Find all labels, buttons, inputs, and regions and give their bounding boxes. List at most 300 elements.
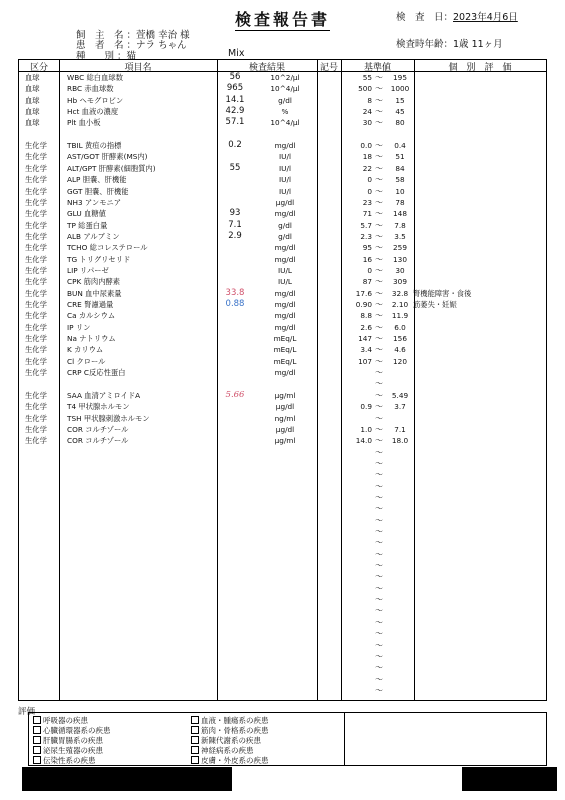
row-ref-tilde: ～	[375, 152, 383, 162]
col-mark: 記号	[319, 63, 338, 73]
row-ref-min: 5.7	[360, 220, 372, 230]
checkbox-icon[interactable]	[33, 746, 41, 754]
table-row	[19, 151, 546, 162]
table-row	[19, 413, 546, 424]
row-ref-max: 7.8	[394, 220, 406, 230]
row-item-name: T4 甲状腺ホルモン	[67, 402, 130, 412]
row-item-name: ALB アルブミン	[67, 231, 120, 241]
row-ref-tilde: ～	[375, 95, 383, 105]
row-ref-tilde: ～	[375, 118, 383, 128]
row-item-name: RBC 赤血球数	[67, 84, 114, 94]
row-item-name: Hct 血液の濃度	[67, 107, 119, 117]
table-row	[19, 288, 546, 299]
table-row	[19, 163, 546, 174]
row-ref-tilde: ～	[375, 424, 383, 434]
row-result: 33.8	[225, 287, 245, 298]
row-ref-tilde: ～	[375, 538, 383, 548]
row-ref-tilde: ～	[375, 254, 383, 264]
table-row	[19, 390, 546, 401]
row-result: 57.1	[225, 117, 245, 128]
row-ref-min: 500	[358, 84, 372, 94]
checkbox-icon[interactable]	[33, 736, 41, 744]
row-unit: mg/dl	[274, 288, 296, 298]
species-value: ：猫	[117, 51, 137, 62]
row-result: 42.9	[225, 106, 245, 117]
row-ref-max: 30	[395, 265, 405, 275]
checkbox-icon[interactable]	[33, 756, 41, 764]
row-ref-min: 147	[358, 334, 372, 344]
table-row	[19, 72, 546, 83]
row-result: 14.1	[225, 94, 245, 105]
checkbox-icon[interactable]	[191, 736, 199, 744]
row-ref-tilde: ～	[375, 447, 383, 457]
row-item-name: CRP C反応性蛋白	[67, 368, 126, 378]
checkbox-label: 筋肉・骨格系の疾患	[201, 726, 269, 735]
row-unit: IU/l	[279, 175, 291, 185]
table-row	[19, 310, 546, 321]
date-label: 検 査 日：	[396, 12, 454, 23]
row-ref-min: 22	[362, 163, 372, 173]
row-ref-min: 107	[358, 356, 372, 366]
row-ref-max: 18.0	[391, 436, 409, 446]
row-ref-min: 0.90	[355, 300, 372, 309]
row-category: 生化学	[25, 424, 47, 434]
row-category: 生化学	[25, 300, 47, 309]
row-unit: mg/dl	[274, 300, 296, 309]
empty-row	[19, 674, 546, 685]
table-row	[19, 344, 546, 355]
row-category: 生化学	[25, 175, 47, 185]
empty-row	[19, 537, 546, 548]
row-unit: g/dl	[278, 220, 292, 230]
empty-row	[19, 515, 546, 526]
table-row	[19, 197, 546, 208]
row-ref-tilde: ～	[375, 481, 383, 491]
empty-row	[19, 492, 546, 503]
table-row	[19, 174, 546, 185]
row-ref-min: 0.0	[360, 141, 372, 151]
row-ref-min: 14.0	[355, 436, 372, 446]
empty-row	[19, 651, 546, 662]
row-ref-tilde: ～	[375, 549, 383, 559]
table-row	[19, 322, 546, 333]
row-unit: mg/dl	[274, 311, 296, 321]
row-item-name: TCHO 総コレステロール	[67, 243, 148, 253]
row-ref-tilde: ～	[375, 606, 383, 616]
row-item-name: ALP 胆嚢、肝機能	[67, 175, 127, 185]
row-category: 生化学	[25, 220, 47, 230]
row-item-name: CRE 腎濾過量	[67, 300, 114, 309]
row-category: 生化学	[25, 254, 47, 264]
row-ref-tilde: ～	[375, 651, 383, 661]
row-item-name: Cl クロール	[67, 356, 106, 366]
row-ref-tilde: ～	[375, 390, 383, 400]
row-ref-min: 87	[362, 277, 372, 287]
table-row	[19, 401, 546, 412]
table-row	[19, 186, 546, 197]
row-item-name: TG トリグリセリド	[67, 254, 131, 264]
checkbox-icon[interactable]	[33, 716, 41, 724]
row-result: 0.88	[225, 299, 245, 309]
age-label: 検査時年齢：	[396, 39, 454, 50]
row-unit: mg/dl	[274, 254, 296, 264]
row-unit: mg/dl	[274, 209, 296, 219]
row-ref-max: 259	[393, 243, 407, 253]
patient-value: ：ナラ ちゃん	[126, 40, 187, 51]
row-ref-max: 10	[395, 186, 405, 196]
row-ref-min: 18	[362, 152, 372, 162]
checkbox-label: 心臓循環器系の疾患	[43, 726, 111, 735]
row-ref-max: 45	[395, 107, 405, 117]
row-unit: mEq/L	[273, 345, 297, 355]
evaluation-title: 評価	[18, 707, 36, 717]
row-item-name: NH3 アンモニア	[67, 197, 122, 207]
checkbox-icon[interactable]	[191, 756, 199, 764]
empty-row	[19, 685, 546, 696]
row-ref-max: 148	[393, 209, 407, 219]
row-ref-tilde: ～	[375, 277, 383, 287]
table-row	[19, 265, 546, 276]
table-row	[19, 83, 546, 94]
row-result: 93	[229, 208, 241, 219]
row-ref-tilde: ～	[375, 527, 383, 536]
row-ref-tilde: ～	[375, 515, 383, 525]
row-ref-max: 58	[395, 175, 405, 185]
row-ref-tilde: ～	[375, 617, 383, 627]
row-ref-tilde: ～	[375, 685, 383, 695]
checkbox-icon[interactable]	[191, 746, 199, 754]
row-item-name: TP 総蛋白量	[67, 220, 108, 230]
date-value: 2023年4月6日	[453, 12, 518, 23]
report-title: 検査報告書	[234, 10, 330, 29]
row-ref-max: 130	[393, 254, 407, 264]
row-unit: mg/dl	[274, 368, 296, 378]
row-unit: μg/ml	[274, 390, 296, 400]
row-category: 生化学	[25, 356, 47, 366]
row-unit: μg/dl	[275, 197, 295, 207]
row-unit: IU/l	[279, 163, 291, 173]
row-ref-tilde: ～	[375, 288, 383, 298]
row-item-name: AST/GOT 肝酵素(MS内)	[67, 152, 148, 162]
row-ref-max: 0.4	[394, 141, 406, 151]
row-ref-max: 3.5	[394, 231, 406, 241]
row-category: 生化学	[25, 288, 47, 298]
row-result: 0.2	[228, 140, 242, 151]
row-ref-tilde: ～	[375, 107, 383, 117]
row-evaluation: 腎機能障害・食後	[413, 288, 472, 298]
table-row	[19, 424, 546, 435]
row-ref-tilde: ～	[375, 197, 383, 207]
row-item-name: Plt 血小板	[67, 118, 101, 128]
row-category: 生化学	[25, 265, 47, 275]
table-row	[19, 299, 546, 310]
row-unit: mEq/L	[273, 356, 297, 366]
row-ref-min: 0	[367, 175, 372, 185]
row-ref-max: 11.9	[391, 311, 409, 321]
table-row	[19, 208, 546, 219]
table-row	[19, 333, 546, 344]
row-unit: mg/dl	[274, 243, 296, 253]
row-ref-min: 0	[367, 186, 372, 196]
species-label: 種 別	[76, 51, 115, 62]
test-date	[396, 9, 518, 23]
row-ref-tilde: ～	[375, 674, 383, 684]
row-category: 生化学	[25, 152, 47, 162]
row-ref-tilde: ～	[375, 436, 383, 446]
owner-label: 飼 主 名	[76, 30, 124, 41]
row-category: 血球	[25, 84, 40, 94]
row-ref-min: 0	[367, 265, 372, 275]
row-result: 5.66	[225, 389, 245, 400]
empty-row	[19, 469, 546, 480]
table-row	[19, 140, 546, 151]
table-row	[19, 117, 546, 128]
row-ref-max: 195	[393, 73, 407, 82]
row-item-name: WBC 総白血球数	[67, 73, 123, 82]
row-unit: mg/dl	[274, 322, 296, 332]
row-ref-tilde: ～	[375, 492, 383, 502]
row-unit: IU/l	[279, 186, 291, 196]
divider	[344, 713, 345, 765]
empty-row	[19, 549, 546, 560]
age-at-test	[396, 36, 503, 50]
col-reference: 基準値	[363, 63, 391, 73]
row-ref-tilde: ～	[375, 209, 383, 219]
table-row	[19, 220, 546, 231]
row-ref-tilde: ～	[375, 186, 383, 196]
row-ref-max: 7.1	[394, 424, 406, 434]
row-item-name: COR コルチゾール	[67, 436, 129, 446]
empty-row	[19, 583, 546, 594]
row-category: 生化学	[25, 436, 47, 446]
row-ref-min: 23	[362, 197, 372, 207]
checkbox-label: 皮膚・外皮系の疾患	[201, 756, 269, 765]
row-category: 生化学	[25, 197, 47, 207]
row-ref-min: 17.6	[355, 288, 372, 298]
row-unit: %	[281, 107, 289, 117]
table-row	[19, 276, 546, 287]
row-unit: IU/L	[277, 265, 293, 275]
row-ref-max: 309	[393, 277, 407, 287]
row-ref-tilde: ～	[375, 322, 383, 332]
empty-row	[19, 617, 546, 628]
empty-row	[19, 481, 546, 492]
row-ref-min: 3.4	[360, 345, 372, 355]
row-category: 生化学	[25, 231, 47, 241]
checkbox-icon[interactable]	[191, 716, 199, 724]
row-ref-tilde: ～	[375, 402, 383, 412]
row-item-name: K カリウム	[67, 345, 104, 355]
row-ref-tilde: ～	[375, 663, 383, 673]
table-row	[19, 106, 546, 117]
checkbox-label: 神経病系の疾患	[201, 746, 254, 755]
table-row	[19, 242, 546, 253]
results-table	[18, 59, 547, 701]
row-ref-tilde: ～	[375, 629, 383, 639]
row-ref-max: 6.0	[394, 322, 406, 332]
row-result: 56	[229, 72, 241, 82]
row-result: 2.9	[228, 230, 242, 241]
empty-row	[19, 458, 546, 469]
row-ref-max: 78	[395, 197, 405, 207]
row-category: 生化学	[25, 141, 47, 151]
row-ref-max: 80	[395, 118, 405, 128]
row-item-name: COR コルチゾール	[67, 424, 129, 434]
row-category: 生化学	[25, 402, 47, 412]
row-ref-tilde: ～	[375, 141, 383, 151]
row-category: 生化学	[25, 186, 47, 196]
row-ref-tilde: ～	[375, 311, 383, 321]
checkbox-label: 呼吸器の疾患	[43, 716, 88, 725]
row-category: 血球	[25, 73, 40, 82]
row-ref-tilde: ～	[375, 572, 383, 582]
row-ref-min: 2.6	[360, 322, 372, 332]
row-category: 生化学	[25, 209, 47, 219]
evaluation-checkbox-item[interactable]	[33, 755, 96, 766]
row-item-name: GLU 血糖値	[67, 209, 106, 219]
row-ref-tilde: ～	[375, 583, 383, 593]
row-category: 生化学	[25, 413, 47, 423]
row-item-name: Hb ヘモグロビン	[67, 95, 124, 105]
row-ref-min: 16	[362, 254, 372, 264]
row-ref-tilde: ～	[375, 413, 383, 423]
col-category: 区分	[29, 63, 48, 73]
table-header	[19, 60, 546, 72]
row-ref-min: 2.3	[360, 231, 372, 241]
row-item-name: TBIL 黄疸の指標	[67, 141, 122, 151]
empty-row	[19, 560, 546, 571]
checkbox-label: 新陳代謝系の疾患	[201, 736, 261, 745]
row-unit: 10^4/μl	[270, 84, 300, 94]
row-category: 生化学	[25, 311, 47, 321]
table-row	[19, 356, 546, 367]
evaluation-box	[28, 712, 547, 766]
row-ref-tilde: ～	[375, 73, 383, 82]
checkbox-icon[interactable]	[191, 726, 199, 734]
row-ref-max: 3.7	[394, 402, 406, 412]
row-ref-tilde: ～	[375, 220, 383, 230]
row-ref-min: 24	[362, 107, 372, 117]
redacted-block	[22, 767, 232, 791]
checkbox-icon[interactable]	[33, 726, 41, 734]
row-ref-tilde: ～	[375, 265, 383, 275]
row-category: 血球	[25, 95, 40, 105]
row-evaluation: 筋萎失・妊娠	[413, 300, 457, 309]
row-unit: ng/ml	[274, 413, 296, 423]
row-ref-tilde: ～	[375, 356, 383, 366]
row-unit: 10^2/μl	[270, 73, 300, 82]
col-evaluation: 個 別 評 価	[448, 63, 512, 73]
row-unit: μg/dl	[275, 402, 295, 412]
empty-row	[19, 640, 546, 651]
row-ref-tilde: ～	[375, 84, 383, 94]
checkbox-label: 泌尿生殖器の疾患	[43, 746, 103, 755]
checkbox-label: 肝臓胃腸系の疾患	[43, 736, 103, 745]
row-ref-tilde: ～	[375, 300, 383, 309]
empty-row	[19, 628, 546, 639]
row-unit: IU/l	[279, 152, 291, 162]
row-unit: g/dl	[278, 231, 292, 241]
empty-row	[19, 594, 546, 605]
row-ref-max: 4.6	[394, 345, 406, 355]
empty-row	[19, 526, 546, 537]
empty-row	[19, 605, 546, 616]
row-ref-tilde: ～	[375, 595, 383, 605]
row-ref-tilde: ～	[375, 163, 383, 173]
table-row	[19, 129, 546, 140]
row-category: 生化学	[25, 322, 47, 332]
row-unit: 10^4/μl	[270, 118, 300, 128]
row-category: 生化学	[25, 368, 47, 378]
age-value: 1歳 11ヶ月	[453, 39, 503, 50]
empty-row	[19, 571, 546, 582]
row-item-name: CPK 筋肉内酵素	[67, 277, 121, 287]
row-ref-min: 0.9	[360, 402, 372, 412]
col-item: 項目名	[124, 63, 152, 73]
row-result: 7.1	[228, 219, 242, 230]
table-row	[19, 254, 546, 265]
row-item-name: GGT 胆嚢、肝機能	[67, 186, 129, 196]
row-ref-max: 1000	[390, 84, 410, 94]
checkbox-label: 伝染性系の疾患	[43, 756, 96, 765]
row-ref-max: 51	[395, 152, 405, 162]
row-category: 生化学	[25, 163, 47, 173]
evaluation-checkbox-item[interactable]	[191, 755, 269, 766]
empty-row	[19, 447, 546, 458]
row-category: 血球	[25, 107, 40, 117]
row-item-name: Na ナトリウム	[67, 334, 116, 344]
breed: Mix	[228, 48, 245, 59]
row-item-name: IP リン	[67, 322, 91, 332]
row-item-name: BUN 血中尿素量	[67, 288, 122, 298]
row-ref-tilde: ～	[375, 561, 383, 571]
table-row	[19, 231, 546, 242]
owner-value: ：萱橋 幸治 様	[126, 30, 190, 41]
row-result: 55	[229, 162, 241, 173]
row-ref-min: 55	[362, 73, 372, 82]
row-ref-max: 15	[395, 95, 405, 105]
empty-row	[19, 503, 546, 514]
empty-row	[19, 662, 546, 673]
row-item-name: ALT/GPT 肝酵素(細胞質内)	[67, 163, 156, 173]
row-ref-tilde: ～	[375, 470, 383, 480]
row-unit: IU/L	[277, 277, 293, 287]
row-item-name: SAA 血清アミロイドA	[67, 390, 141, 400]
row-ref-max: 5.49	[391, 390, 409, 400]
row-ref-tilde: ～	[375, 640, 383, 650]
row-ref-min: 30	[362, 118, 372, 128]
row-ref-tilde: ～	[375, 243, 383, 253]
row-ref-tilde: ～	[375, 368, 383, 378]
row-category: 生化学	[25, 334, 47, 344]
row-category: 血球	[25, 118, 40, 128]
row-ref-tilde: ～	[375, 334, 383, 344]
checkbox-label: 血液・腫瘍系の疾患	[201, 716, 269, 725]
row-ref-min: 8.8	[360, 311, 372, 321]
row-unit: g/dl	[278, 95, 292, 105]
row-item-name: Ca カルシウム	[67, 311, 116, 321]
row-category: 生化学	[25, 277, 47, 287]
row-unit: μg/ml	[274, 436, 296, 446]
patient-label: 患 者 名	[76, 40, 124, 51]
row-ref-min: 1.0	[360, 424, 372, 434]
row-ref-min: 71	[362, 209, 372, 219]
table-row	[19, 435, 546, 446]
row-result: 965	[226, 83, 244, 94]
row-ref-min: 8	[367, 95, 372, 105]
table-row	[19, 95, 546, 106]
table-row	[19, 378, 546, 389]
